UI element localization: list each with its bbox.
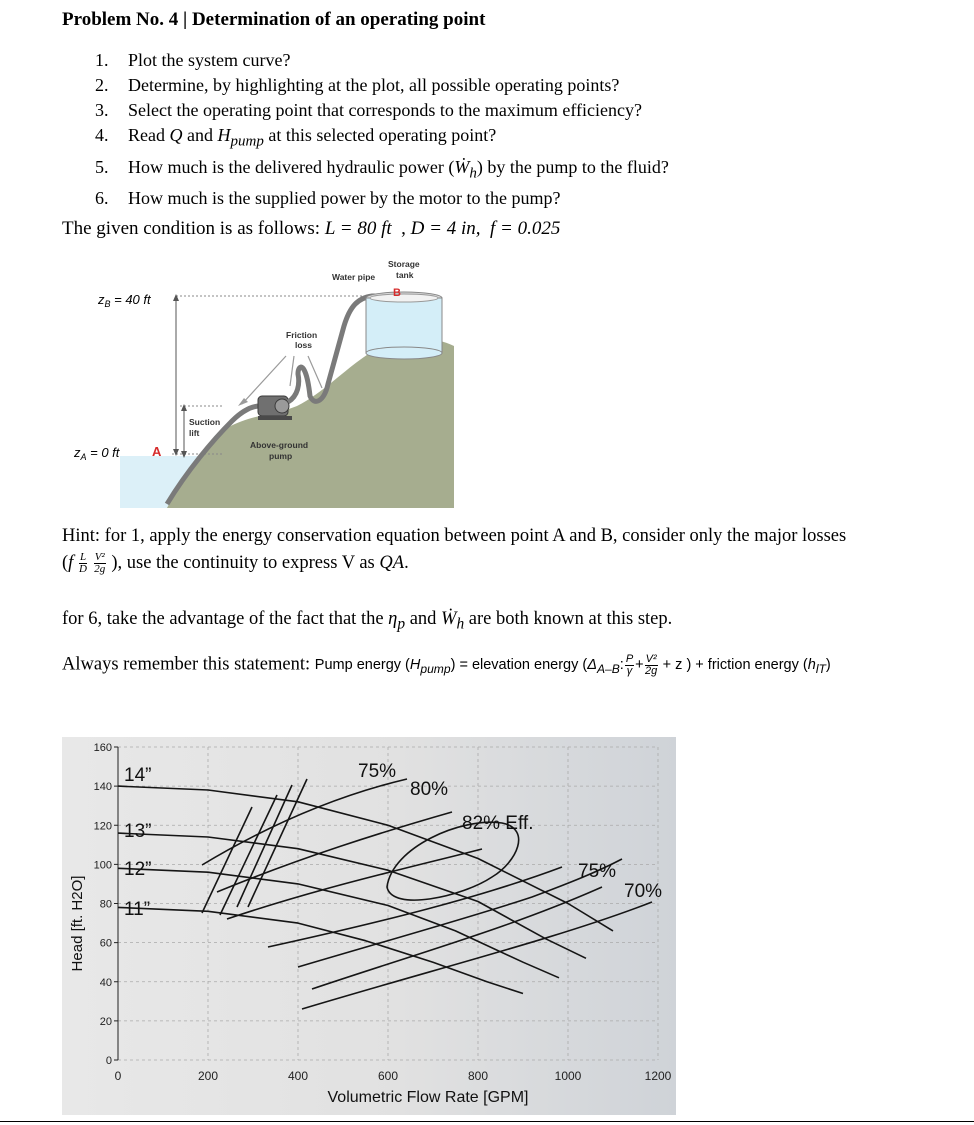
question-item-5: 5. How much is the delivered hydraulic power (Ẇ$_h$) by the pump to the fluid? xyxy=(95,156,669,182)
impeller-label-2: 12” xyxy=(124,859,152,880)
point-b-label: B xyxy=(393,287,401,299)
y-tick-label-40: 40 xyxy=(99,976,112,989)
x-tick-label-600: 600 xyxy=(377,1069,399,1083)
pump-label-1: Above-ground xyxy=(250,440,309,450)
y-tick-label-120: 120 xyxy=(93,820,112,833)
impeller-label-3: 11” xyxy=(124,899,151,920)
x-tick-label-1200: 1200 xyxy=(644,1069,672,1083)
x-tick-label-0: 0 xyxy=(114,1069,122,1083)
y-tick-label-60: 60 xyxy=(99,937,112,950)
efficiency-label-0: 75% xyxy=(358,761,397,782)
x-tick-label-200: 200 xyxy=(197,1069,219,1083)
problem-title: Problem No. 4 | Determination of an operating point xyxy=(62,9,486,30)
hint-line-1: Hint: for 1, apply the energy conservation equation between point A and B, consider only the major losses xyxy=(62,526,847,546)
pump-system-diagram xyxy=(62,256,454,508)
x-axis-title: Volumetric Flow Rate [GPM] xyxy=(327,1089,529,1106)
impeller-label-1: 13” xyxy=(124,821,152,842)
y-tick-label-80: 80 xyxy=(99,898,112,911)
friction-label-1: Friction xyxy=(286,330,318,340)
y-tick-label-20: 20 xyxy=(99,1015,112,1028)
impeller-label-0: 14” xyxy=(124,765,152,786)
bottom-rule xyxy=(0,1121,974,1122)
pump-curve-chart xyxy=(62,737,676,1115)
question-item-6: 6. How much is the supplied power by the motor to the pump? xyxy=(95,188,561,209)
question-item-4: 4. Read Q and $H_{pump}$ at this selected operating point? xyxy=(95,125,497,150)
question-item-3: 3. Select the operating point that corresponds to the maximum efficiency? xyxy=(95,100,643,120)
y-tick-label-160: 160 xyxy=(93,742,112,754)
question-item-2: 2. Determine, by highlighting at the plot, all possible operating points? xyxy=(95,75,620,95)
za-label: $z_A = 0$ ft xyxy=(74,445,120,462)
x-tick-label-800: 800 xyxy=(467,1069,489,1083)
efficiency-label-2: 82% Eff. xyxy=(462,813,534,834)
y-tick-label-140: 140 xyxy=(93,781,112,794)
storage-tank-body xyxy=(366,298,442,353)
x-tick-label-1000: 1000 xyxy=(554,1069,582,1083)
always-remember-statement: Always remember this statement: Pump energy $(H_{pump})$ = elevation energy ($\Delta_{A-B}$: $\frac{P}{\gamma}$ + $\frac{\text{V²}}{2g}$ + z ) + friction energy $(h_{lT})$ xyxy=(62,653,831,677)
hint-line-3: for 6, take the advantage of the fact that the $\eta_p$ and Ẇ$_h$ are both known at this step. xyxy=(62,609,673,633)
efficiency-label-1: 80% xyxy=(410,779,449,800)
given-conditions: The given condition is as follows: L = 80 ft , D = 4 in, f = 0.025 xyxy=(62,218,561,239)
suction-lift-label-1: Suction xyxy=(189,417,221,427)
y-tick-label-100: 100 xyxy=(93,859,112,872)
pump-label-2: pump xyxy=(269,451,293,461)
water-pipe-label: Water pipe xyxy=(332,272,376,282)
storage-tank-label-1: Storage xyxy=(388,259,420,269)
zb-label: $z_B = 40$ ft xyxy=(98,292,151,309)
storage-tank-label-2: tank xyxy=(396,270,414,280)
question-item-1: 1. Plot the system curve? xyxy=(95,50,291,70)
suction-lift-label-2: lift xyxy=(189,428,200,438)
efficiency-label-4: 70% xyxy=(624,881,663,902)
x-tick-label-400: 400 xyxy=(287,1069,309,1083)
friction-label-2: loss xyxy=(295,340,313,350)
y-tick-label-0: 0 xyxy=(105,1055,112,1067)
question-list xyxy=(95,48,669,211)
y-axis-title: Head [ft. H2O] xyxy=(69,875,86,972)
efficiency-label-3: 75% xyxy=(578,861,617,882)
hint-line-2: (f $\frac{L}{D}$ $\frac{\text{V²}}{2g}$ ), use the continuity to express V as QA. xyxy=(62,551,409,575)
point-a-label: A xyxy=(152,444,162,459)
